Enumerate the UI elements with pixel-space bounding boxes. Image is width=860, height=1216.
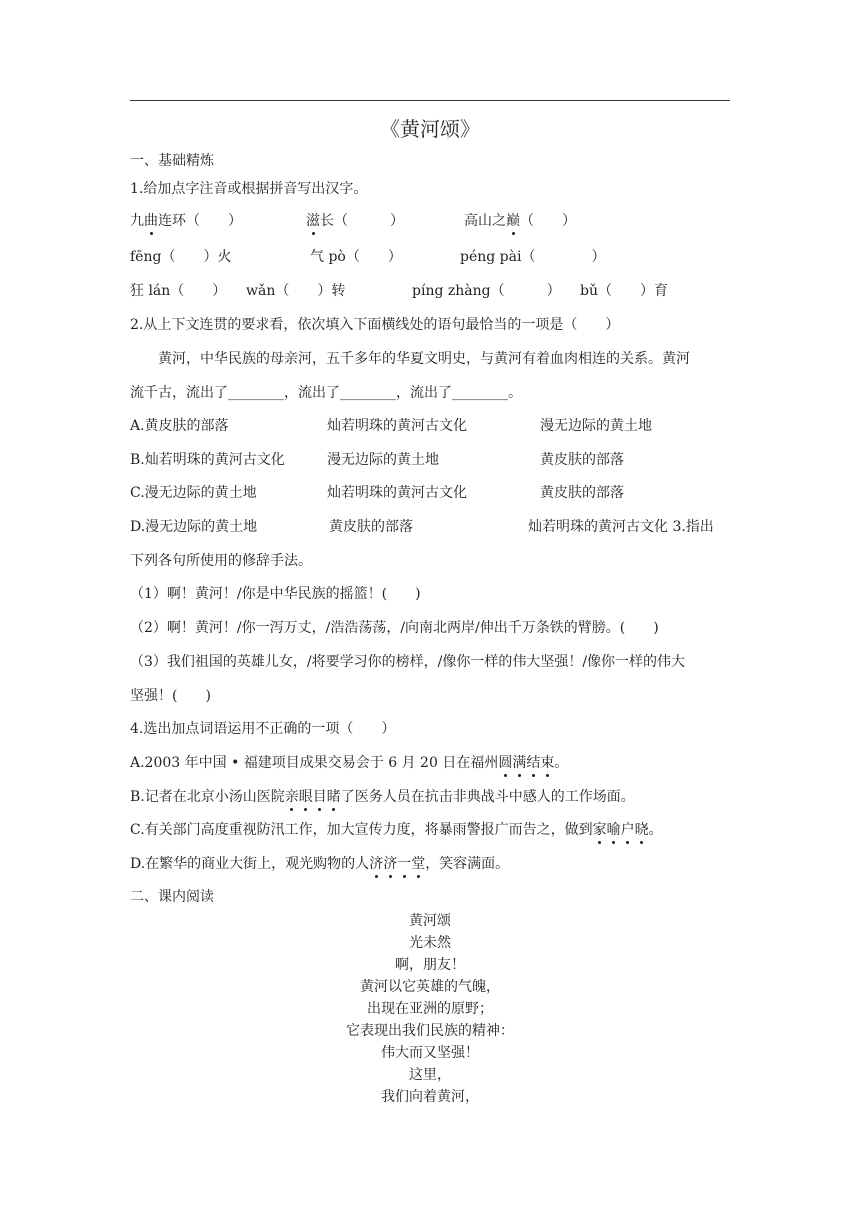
emphasis-dot-char: 济 bbox=[369, 856, 384, 872]
q2-option-b-part: 黄皮肤的部落 bbox=[540, 452, 624, 468]
emphasized-word bbox=[285, 789, 341, 805]
emphasis-dot-char: 喻 bbox=[606, 822, 621, 838]
q1-item: fēng（ ）火 bbox=[130, 249, 232, 265]
q2-option-c-part: 灿若明珠的黄河古文化 bbox=[327, 485, 467, 501]
q3-stem: 下列各句所使用的修辞手法。 bbox=[130, 553, 312, 569]
poem-line: 它表现出我们民族的精神： bbox=[346, 1023, 514, 1039]
emphasis-dot-char: 晓 bbox=[634, 822, 649, 838]
emphasis-dot-char: 曲 bbox=[144, 213, 158, 229]
emphasis-dot-char: 滋 bbox=[306, 213, 320, 229]
q2-option-a: A.黄皮肤的部落 bbox=[130, 418, 229, 434]
emphasis-dot-char: 眼 bbox=[298, 789, 313, 805]
poem-title: 黄河颂 bbox=[409, 913, 451, 929]
emphasis-dot-char: 亲 bbox=[284, 789, 299, 805]
emphasis-dot-char: 家 bbox=[592, 822, 607, 838]
emphasis-dot-char: 结 bbox=[526, 755, 541, 771]
q1-item: píng zhàng（ ） bbox=[412, 283, 561, 299]
emphasis-dot-char: 目 bbox=[312, 789, 327, 805]
q1-item: 气 pò（ ） bbox=[310, 249, 402, 265]
emphasis-dot-char: 圆 bbox=[498, 755, 513, 771]
q2-option-b-part: 漫无边际的黄土地 bbox=[327, 452, 439, 468]
q4-stem: 4.选出加点词语运用不正确的一项（ ） bbox=[130, 721, 396, 737]
q2-option-a-part: 灿若明珠的黄河古文化 bbox=[327, 418, 467, 434]
emphasis-dot-char: 一 bbox=[397, 856, 412, 872]
q1-item: 高山之巅（ ） bbox=[464, 213, 576, 229]
section-heading-basic: 一、基础精炼 bbox=[130, 153, 214, 169]
q3-sentence-3: （3）我们祖国的英雄儿女，/将要学习你的榜样，/像你一样的伟大坚强！/像你一样的伟大 bbox=[130, 654, 686, 670]
emphasis-dot-char: 束 bbox=[540, 755, 555, 771]
header-rule bbox=[130, 100, 730, 101]
poem-author: 光未然 bbox=[409, 935, 451, 951]
poem-line: 啊，朋友！ bbox=[395, 957, 465, 973]
q2-passage-line: 流千古，流出了________，流出了________，流出了________。 bbox=[130, 385, 522, 401]
emphasis-dot-char: 堂 bbox=[411, 856, 426, 872]
q4-option-a: A.2003 年中国 • 福建项目成果交易会于 6 月 20 日在福州圆满结束。 bbox=[130, 755, 569, 771]
q1-item: wǎn（ ）转 bbox=[246, 283, 346, 299]
emphasized-word bbox=[593, 822, 649, 838]
poem-line: 黄河以它英雄的气魄， bbox=[360, 979, 500, 995]
q2-option-d-part: 黄皮肤的部落 bbox=[329, 519, 413, 535]
emphasized-word bbox=[498, 755, 554, 771]
emphasis-dot-char: 巅 bbox=[506, 213, 520, 229]
q2-option-c-part: 黄皮肤的部落 bbox=[540, 485, 624, 501]
poem-line: 伟大而又坚强！ bbox=[381, 1045, 479, 1061]
q1-stem: 1.给加点字注音或根据拼音写出汉字。 bbox=[130, 181, 368, 197]
q4-option-b: B.记者在北京小汤山医院亲眼目睹了医务人员在抗击非典战斗中感人的工作场面。 bbox=[130, 789, 635, 805]
q4-option-d: D.在繁华的商业大街上，观光购物的人济济一堂，笑容满面。 bbox=[130, 856, 510, 872]
poem-line: 出现在亚洲的原野； bbox=[367, 1001, 493, 1017]
q1-item: péng pài（ ） bbox=[460, 249, 606, 265]
q1-item: 九曲连环（ ） bbox=[130, 213, 242, 229]
q1-item: bǔ（ ）育 bbox=[580, 283, 668, 299]
emphasis-dot-char: 满 bbox=[512, 755, 527, 771]
q2-option-c: C.漫无边际的黄土地 bbox=[130, 485, 257, 501]
q2-passage-line: 黄河，中华民族的母亲河，五千多年的华夏文明史，与黄河有着血肉相连的关系。黄河 bbox=[158, 351, 690, 367]
q2-option-d: D.漫无边际的黄土地 bbox=[130, 519, 258, 535]
poem-line: 我们向着黄河， bbox=[381, 1089, 479, 1105]
q3-sentence-3-cont: 坚强！( ) bbox=[130, 688, 211, 704]
q3-sentence-2: （2）啊！黄河！/你一泻万丈，/浩浩荡荡，/向南北两岸/伸出千万条铁的臂膀。( ) bbox=[130, 620, 659, 636]
q2-option-a-part: 漫无边际的黄土地 bbox=[540, 418, 652, 434]
q2-stem: 2.从上下文连贯的要求看，依次填入下面横线处的语句最恰当的一项是（ ） bbox=[130, 317, 620, 333]
emphasis-dot-char: 户 bbox=[620, 822, 635, 838]
page-title: 《黄河颂》 bbox=[380, 117, 480, 141]
emphasized-word bbox=[369, 856, 425, 872]
q4-option-c: C.有关部门高度重视防汛工作，加大宣传力度，将暴雨警报广而告之，做到家喻户晓。 bbox=[130, 822, 663, 838]
q3-sentence-1: （1）啊！黄河！/你是中华民族的摇篮！( ) bbox=[130, 586, 421, 602]
poem-line: 这里， bbox=[409, 1067, 451, 1083]
q2-option-b: B.灿若明珠的黄河古文化 bbox=[130, 452, 285, 468]
section-heading-reading: 二、课内阅读 bbox=[130, 889, 214, 905]
emphasis-dot-char: 济 bbox=[383, 856, 398, 872]
emphasis-dot-char: 睹 bbox=[326, 789, 341, 805]
q2-option-d-part: 灿若明珠的黄河古文化 3.指出 bbox=[528, 519, 714, 535]
q1-item: 狂 lán（ ） bbox=[130, 283, 227, 299]
q1-item: 滋长（ ） bbox=[306, 213, 404, 229]
